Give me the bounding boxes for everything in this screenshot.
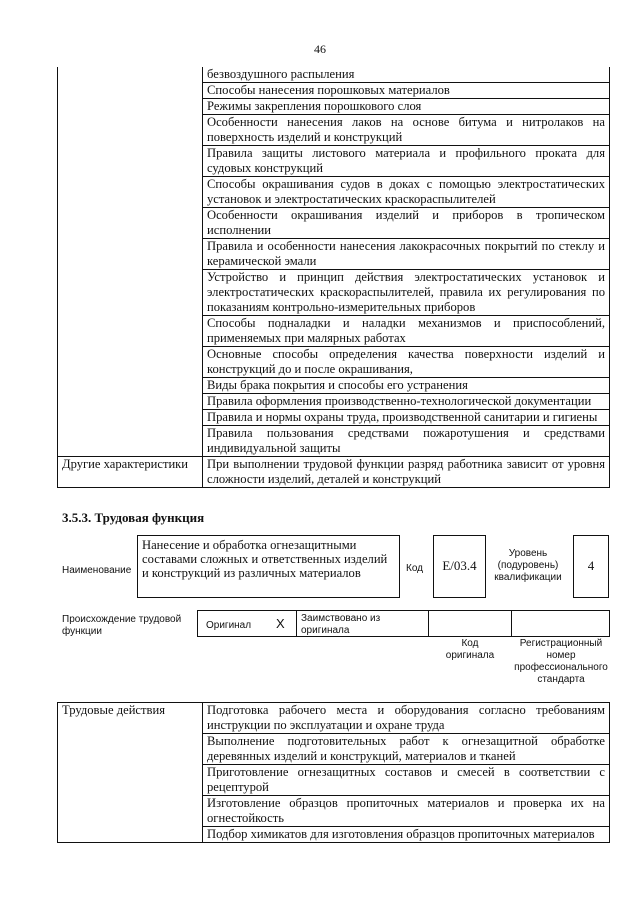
action-row bbox=[58, 703, 610, 734]
knowledge-item: Особенности нанесения лаков на основе битума и нитролаков на поверхность изделий и конструкций bbox=[203, 115, 610, 146]
level-box bbox=[573, 535, 609, 598]
action-item: Подбор химикатов для изготовления образцов пропиточных материалов bbox=[203, 827, 610, 843]
knowledge-item: Правила и особенности нанесения лакокрасочных покрытий по стеклу и керамической эмали bbox=[203, 239, 610, 270]
reg-number-caption: Регистрационный номер профессионального стандарта bbox=[514, 638, 608, 685]
level-label: Уровень (подуровень) квалификации bbox=[494, 548, 562, 583]
function-name-value: Нанесение и обработка огнезащитными составами сложных и ответственных изделий и конструкций из различных материалов bbox=[142, 538, 388, 580]
knowledge-label-cell bbox=[58, 67, 203, 457]
other-characteristics-value: При выполнении трудовой функции разряд работника зависит от уровня сложности изделий, деталей и конструкций bbox=[203, 457, 610, 488]
level-value: 4 bbox=[587, 558, 595, 573]
page-number: 46 bbox=[314, 42, 326, 56]
code-value: Е/03.4 bbox=[442, 558, 477, 573]
knowledge-item: Правила и нормы охраны труда, производственной санитарии и гигиены bbox=[203, 410, 610, 426]
action-item: Выполнение подготовительных работ к огнезащитной обработке деревянных изделий и конструкций, материалов и тканей bbox=[203, 734, 610, 765]
action-item: Приготовление огнезащитных составов и смесей в соответствии с рецептурой bbox=[203, 765, 610, 796]
knowledge-item: Виды брака покрытия и способы его устранения bbox=[203, 378, 610, 394]
reg-number-box bbox=[511, 610, 610, 637]
name-label: Наименование bbox=[62, 565, 132, 576]
original-code-caption: Код оригинала bbox=[445, 638, 495, 661]
actions-label: Трудовые действия bbox=[58, 703, 203, 843]
action-item: Подготовка рабочего места и оборудования согласно требованиям инструкции по эксплуатации и охране труда bbox=[203, 703, 610, 734]
action-item: Изготовление образцов пропиточных материалов и проверка их на огнестойкость bbox=[203, 796, 610, 827]
knowledge-item: Правила оформления производственно-технологической документации bbox=[203, 394, 610, 410]
borrowed-box bbox=[296, 610, 429, 637]
knowledge-item: Правила защиты листового материала и профильного проката для судовых конструкций bbox=[203, 146, 610, 177]
code-label: Код bbox=[406, 563, 424, 574]
original-box bbox=[197, 610, 297, 637]
knowledge-item: безвоздушного распыления bbox=[203, 67, 610, 83]
other-characteristics-label: Другие характеристики bbox=[58, 457, 203, 488]
knowledge-item: Особенности окрашивания изделий и приборов в тропическом исполнении bbox=[203, 208, 610, 239]
borrowed-label: Заимствовано из оригинала bbox=[301, 613, 381, 636]
knowledge-item: Способы подналадки и наладки механизмов и приспособлений, применяемых при малярных работах bbox=[203, 316, 610, 347]
original-mark: Х bbox=[276, 616, 285, 631]
knowledge-item: Способы нанесения порошковых материалов bbox=[203, 83, 610, 99]
code-box bbox=[433, 535, 486, 598]
original-label: Оригинал bbox=[206, 620, 252, 631]
knowledge-item: Устройство и принцип действия электростатических установок и электростатических краскораспылителей, правила их регулирования по показаниям контрольно-измерительных приборов bbox=[203, 270, 610, 316]
origin-label: Происхождение трудовой функции bbox=[62, 614, 182, 637]
knowledge-table bbox=[57, 67, 610, 488]
section-heading: 3.5.3. Трудовая функция bbox=[62, 510, 205, 525]
function-name-box bbox=[137, 535, 400, 598]
knowledge-item: Способы окрашивания судов в доках с помощью электростатических установок и электростатических краскораспылителей bbox=[203, 177, 610, 208]
other-characteristics-row bbox=[58, 457, 610, 488]
knowledge-item: Режимы закрепления порошкового слоя bbox=[203, 99, 610, 115]
knowledge-row bbox=[58, 67, 610, 83]
knowledge-item: Основные способы определения качества поверхности изделий и конструкций до и после окрашивания, bbox=[203, 347, 610, 378]
original-code-box bbox=[428, 610, 512, 637]
knowledge-item: Правила пользования средствами пожаротушения и средствами индивидуальной защиты bbox=[203, 426, 610, 457]
actions-table bbox=[57, 702, 610, 843]
